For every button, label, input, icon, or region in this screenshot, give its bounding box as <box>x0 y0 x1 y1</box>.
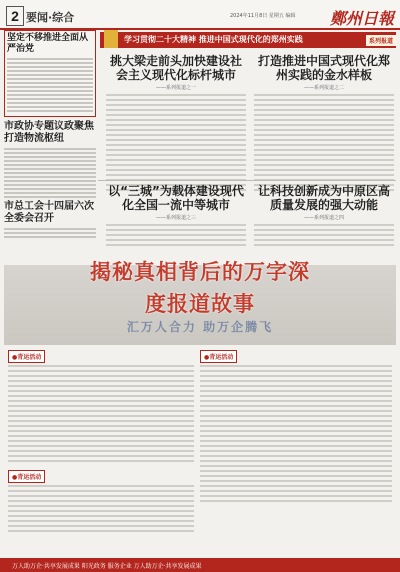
feature-banner <box>100 32 396 48</box>
article-2-byline: ——系列报道之二 <box>303 85 344 91</box>
newspaper-logo: 鄭州日報 <box>329 9 394 28</box>
section-label: ●青运活动 <box>8 350 45 363</box>
section-label: ●青运活动 <box>200 350 237 363</box>
section-label: ●青运活动 <box>8 470 45 483</box>
article-3-byline: ——系列报道之三 <box>155 215 196 221</box>
lower-article-1-body <box>8 365 194 462</box>
article-1-body <box>106 94 246 191</box>
left-headline-3: 市总工会十四届六次全委会召开 <box>4 201 94 224</box>
lower-article-2-body <box>200 365 392 502</box>
flag-icon <box>104 30 118 48</box>
page-number: 2 <box>6 6 24 26</box>
body-text <box>4 148 96 198</box>
article-2-title: 打造推进中国式现代化郑州实践的金水样板 <box>257 54 390 82</box>
overlay-headline-line-2: 度报道故事 <box>145 292 255 316</box>
body-text <box>7 58 93 112</box>
section-title: 要闻·综合 <box>26 11 75 24</box>
article-4-byline: ——系列报道之四 <box>303 215 344 221</box>
left-news-box <box>4 30 96 117</box>
footer-bar <box>0 558 400 572</box>
article-1-byline: ——系列报道之一 <box>155 85 196 91</box>
overlay-headline-line-1: 揭秘真相背后的万字深 <box>90 260 310 284</box>
article-3-body <box>106 224 246 246</box>
article-3 <box>106 184 246 249</box>
article-1-title: 挑大梁走前头加快建设社会主义现代化标杆城市 <box>109 54 242 82</box>
footer-text: 万人助万企·共享发展成果 阳光政务 服务企业 万人助万企·共享发展成果 <box>12 563 202 570</box>
body-text <box>4 228 96 238</box>
article-2-body <box>254 94 394 191</box>
article-2 <box>254 54 394 194</box>
left-headline-1: 坚定不移推进全面从严治党 <box>7 33 89 54</box>
divider <box>98 180 396 181</box>
banner-tag: 系列报道 <box>366 35 396 46</box>
article-4 <box>254 184 394 249</box>
lower-article-1 <box>8 362 194 465</box>
banner-text: 学习贯彻二十大精神 推进中国式现代化的郑州实践 <box>124 35 303 44</box>
left-headline-2: 市政协专题议政聚焦打造物流枢纽 <box>4 121 94 144</box>
article-3-title: 以“三城”为载体建设现代化全国一流中等城市 <box>108 184 244 212</box>
dateline: 2024年11月8日 星期五 编辑 <box>230 13 296 19</box>
page-header <box>0 0 400 30</box>
lower-article-3 <box>8 482 194 535</box>
article-4-body <box>254 224 394 246</box>
article-4-title: 让科技创新成为中原区高质量发展的强大动能 <box>257 184 390 212</box>
lower-article-3-body <box>8 485 194 532</box>
article-1 <box>106 54 246 194</box>
overlay-subtitle: 汇万人合力 助万企腾飞 <box>126 320 274 334</box>
lower-article-2 <box>200 362 392 505</box>
